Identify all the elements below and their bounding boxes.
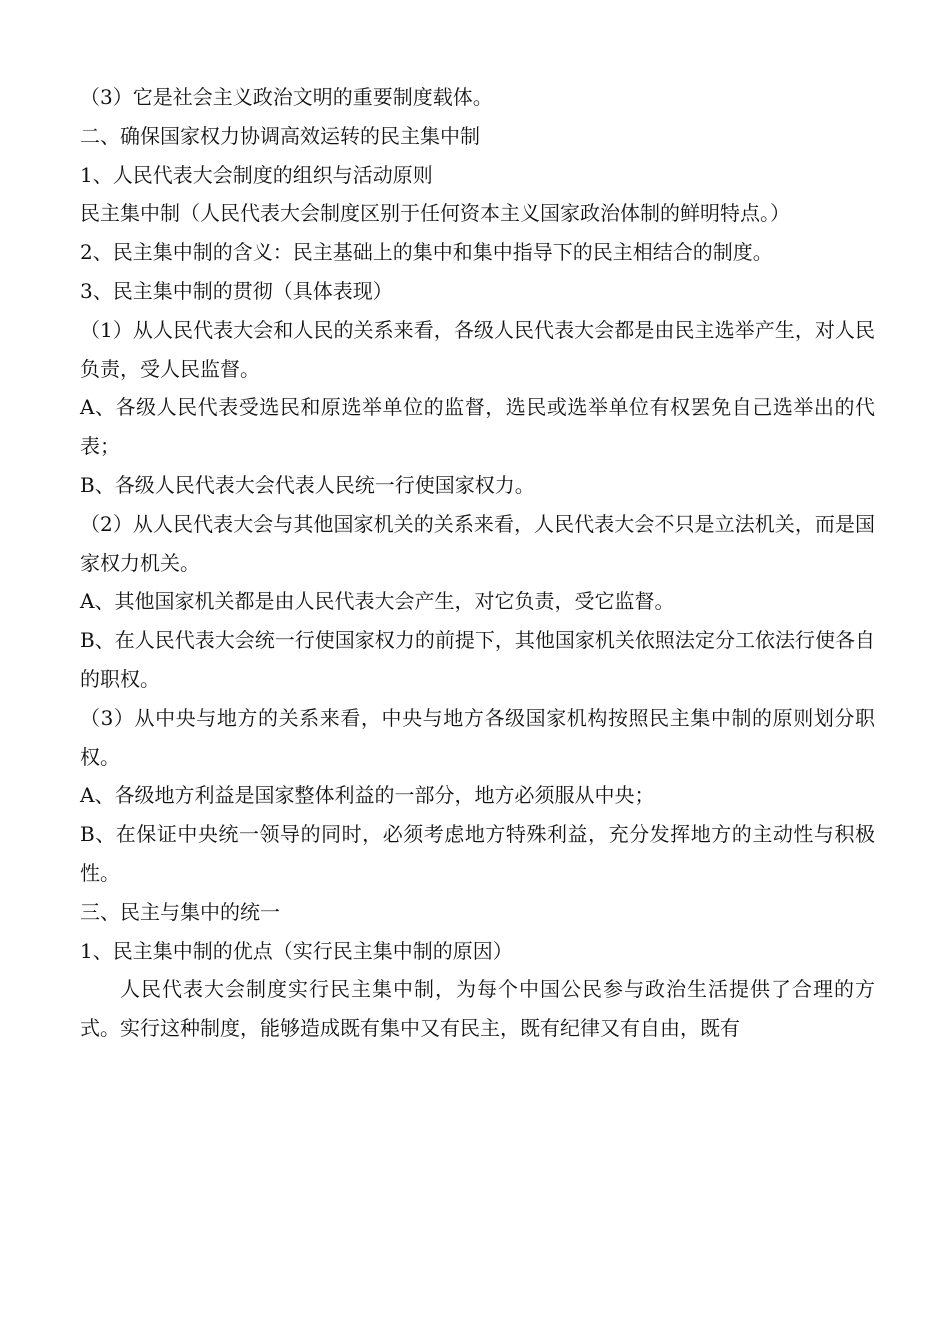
paragraph-point-1-b: B、各级人民代表大会代表人民统一行使国家权力。 <box>80 472 535 497</box>
subheading-organization-principle: 1、人民代表大会制度的组织与活动原则 <box>80 162 433 187</box>
paragraph-point-1-a: A、各级人民代表受选民和原选举单位的监督，选民或选举单位有权罢免自己选举出的代表； <box>80 395 875 459</box>
document-body <box>80 78 875 1048</box>
paragraph-democratic-centralism-feature: 民主集中制（人民代表大会制度区别于任何资本主义国家政治体制的鲜明特点。） <box>80 201 790 226</box>
paragraph-point-1: （1）从人民代表大会和人民的关系来看，各级人民代表大会都是由民主选举产生，对人民负责，受人民监督。 <box>80 317 875 381</box>
paragraph-point-2: （2）从人民代表大会与其他国家机关的关系来看，人民代表大会不只是立法机关，而是国家权力机关。 <box>80 511 875 575</box>
paragraph-point-2-a: A、其他国家机关都是由人民代表大会产生，对它负责，受它监督。 <box>80 589 675 614</box>
paragraph-advantages-body: 人民代表大会制度实行民主集中制，为每个中国公民参与政治生活提供了合理的方式。实行这种制度，能够造成既有集中又有民主，既有纪律又有自由，既有 <box>80 977 875 1041</box>
paragraph-point-2-b: B、在人民代表大会统一行使国家权力的前提下，其他国家机关依照法定分工依法行使各自的职权。 <box>80 628 875 691</box>
paragraph-point-3: （3）从中央与地方的关系来看，中央与地方各级国家机构按照民主集中制的原则划分职权。 <box>80 705 875 769</box>
section-heading-3: 三、民主与集中的统一 <box>80 899 280 924</box>
paragraph-point-3-b: B、在保证中央统一领导的同时，必须考虑地方特殊利益，充分发挥地方的主动性与积极性。 <box>80 822 875 885</box>
subheading-implementation: 3、民主集中制的贯彻（具体表现） <box>80 278 393 303</box>
paragraph-definition: 2、民主集中制的含义：民主基础上的集中和集中指导下的民主相结合的制度。 <box>80 240 773 265</box>
subheading-advantages: 1、民主集中制的优点（实行民主集中制的原因） <box>80 938 513 963</box>
paragraph-point-3-a: A、各级地方利益是国家整体利益的一部分，地方必须服从中央； <box>80 783 655 808</box>
section-heading-2: 二、确保国家权力协调高效运转的民主集中制 <box>80 123 480 148</box>
paragraph-item-3-carrier: （3）它是社会主义政治文明的重要制度载体。 <box>80 85 493 109</box>
